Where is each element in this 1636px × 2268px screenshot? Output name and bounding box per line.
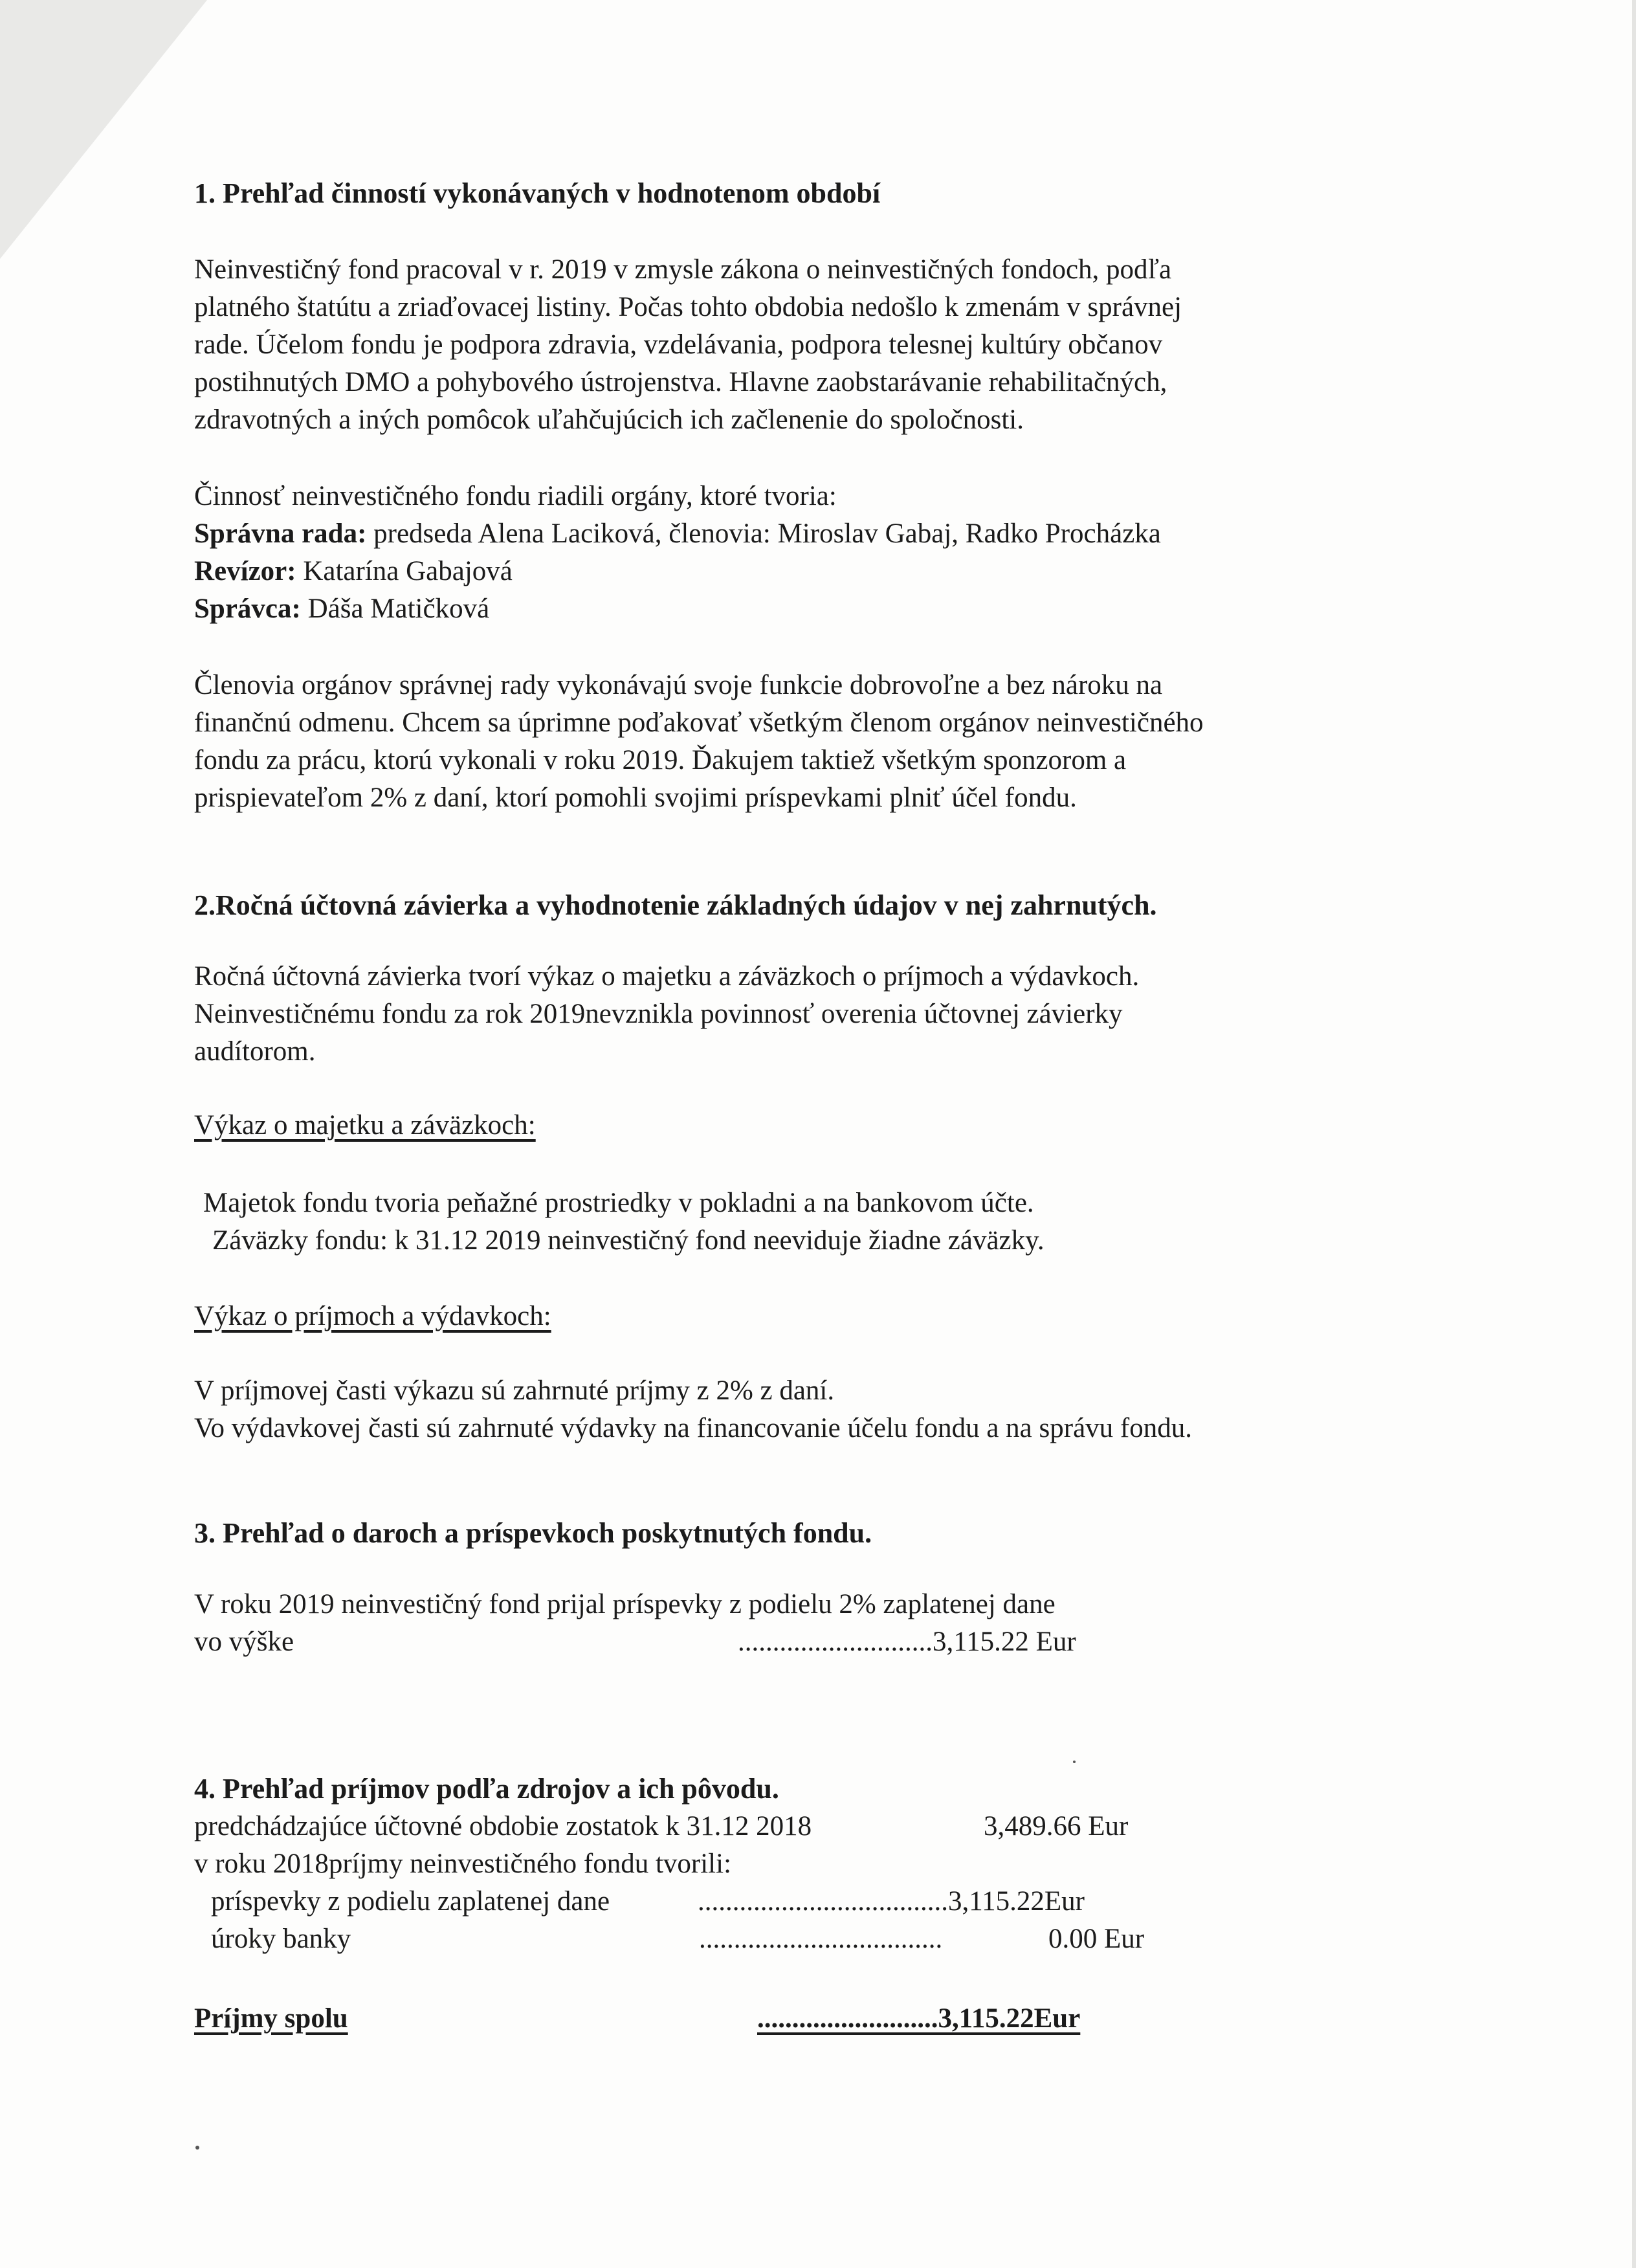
stray-mark — [1073, 1761, 1076, 1763]
prev-balance-value: 3,489.66 Eur — [984, 1811, 1129, 1841]
s1-p1-line: zdravotných a iných pomôcok uľahčujúcich ich začlenenie do spoločnosti. — [194, 405, 1024, 435]
s1-p1-line: Neinvestičný fond pracoval v r. 2019 v zmysle zákona o neinvestičných fondoch, podľa — [194, 254, 1172, 285]
income-line: V príjmovej časti výkazu sú zahrnuté príjmy z 2% z daní. — [194, 1375, 835, 1406]
board-value: predseda Alena Laciková, členovia: Miroslav Gabaj, Radko Procházka — [366, 518, 1161, 549]
section-4-heading: 4. Prehľad príjmov podľa zdrojov a ich pôvodu. — [194, 1773, 779, 1805]
section-2-heading: 2.Ročná účtovná závierka a vyhodnotenie základných údajov v nej zahrnutých. — [194, 889, 1157, 921]
auditor-value: Katarína Gabajová — [296, 556, 513, 586]
assets-line: Majetok fondu tvoria peňažné prostriedky v pokladni a na bankovom účte. — [203, 1188, 1034, 1218]
s3-line: V roku 2019 neinvestičný fond prijal príspevky z podielu 2% zaplatenej dane — [194, 1589, 1056, 1619]
contrib-label: príspevky z podielu zaplatenej dane — [211, 1886, 610, 1917]
total-value: ..........................3,115.22Eur — [757, 2003, 1081, 2034]
expense-line: Vo výdavkovej časti sú zahrnuté výdavky na financovanie účelu fondu a na správu fondu. — [194, 1413, 1192, 1443]
s1-p1-line: platného štatútu a zriaďovacej listiny. Počas tohto obdobia nedošlo k zmenám v správnej — [194, 292, 1182, 322]
board-label: Správna rada: — [194, 518, 367, 549]
auditor-label: Revízor: — [194, 556, 296, 586]
s1-p2-line: Členovia orgánov správnej rady vykonávajú svoje funkcie dobrovoľne a bez nároku na — [194, 670, 1163, 700]
income-expense-subheading: Výkaz o príjmoch a výdavkoch: — [194, 1301, 551, 1331]
liabilities-line: Záväzky fondu: k 31.12 2019 neinvestičný fond neeviduje žiadne záväzky. — [212, 1225, 1045, 1256]
assets-subheading: Výkaz o majetku a záväzkoch: — [194, 1110, 536, 1140]
prev-balance-label: predchádzajúce účtovné obdobie zostatok k 31.12 2018 — [194, 1811, 812, 1841]
section-3-heading: 3. Prehľad o daroch a príspevkoch poskytnutých fondu. — [194, 1517, 872, 1549]
board-row — [194, 515, 1161, 553]
organs-intro: Činnosť neinvestičného fondu riadili orgány, ktoré tvoria: — [194, 481, 837, 511]
auditor-row — [194, 553, 513, 590]
s2-p1-line: Ročná účtovná závierka tvorí výkaz o majetku a záväzkoch o príjmoch a výdavkoch. — [194, 961, 1140, 992]
scan-edge — [1632, 0, 1636, 2268]
s2-p1-line: Neinvestičnému fondu za rok 2019nevznikla povinnosť overenia účtovnej závierky — [194, 999, 1123, 1029]
admin-row — [194, 590, 489, 628]
s1-p1-line: rade. Účelom fondu je podpora zdravia, vzdelávania, podpora telesnej kultúry občanov — [194, 329, 1163, 360]
stray-mark — [195, 2146, 199, 2150]
s3-amount-value: ............................3,115.22 Eur — [738, 1627, 1076, 1657]
s1-p1-line: postihnutých DMO a pohybového ústrojenstva. Hlavne zaobstarávanie rehabilitačných, — [194, 367, 1167, 397]
contrib-value: ....................................3,115.22Eur — [698, 1886, 1085, 1917]
folded-corner-shadow — [0, 0, 207, 259]
s1-p2-line: finančnú odmenu. Chcem sa úprimne poďakovať všetkým členom orgánov neinvestičného — [194, 707, 1204, 738]
s1-p2-line: prispievateľom 2% z daní, ktorí pomohli svojimi príspevkami plniť účel fondu. — [194, 783, 1077, 813]
interest-value: 0.00 Eur — [1048, 1924, 1145, 1954]
interest-dots: ................................... — [699, 1924, 943, 1954]
s2-p1-line: audítorom. — [194, 1036, 316, 1067]
admin-label: Správca: — [194, 594, 301, 624]
income-intro: v roku 2018príjmy neinvestičného fondu tvorili: — [194, 1849, 732, 1879]
s1-p2-line: fondu za prácu, ktorú vykonali v roku 2019. Ďakujem taktiež všetkým sponzorom a — [194, 745, 1127, 775]
total-label: Príjmy spolu — [194, 2003, 348, 2034]
section-1-heading: 1. Prehľad činností vykonávaných v hodnotenom období — [194, 177, 881, 209]
s3-amount-label: vo výške — [194, 1627, 294, 1657]
interest-label: úroky banky — [211, 1924, 351, 1954]
admin-value: Dáša Matičková — [300, 594, 490, 624]
